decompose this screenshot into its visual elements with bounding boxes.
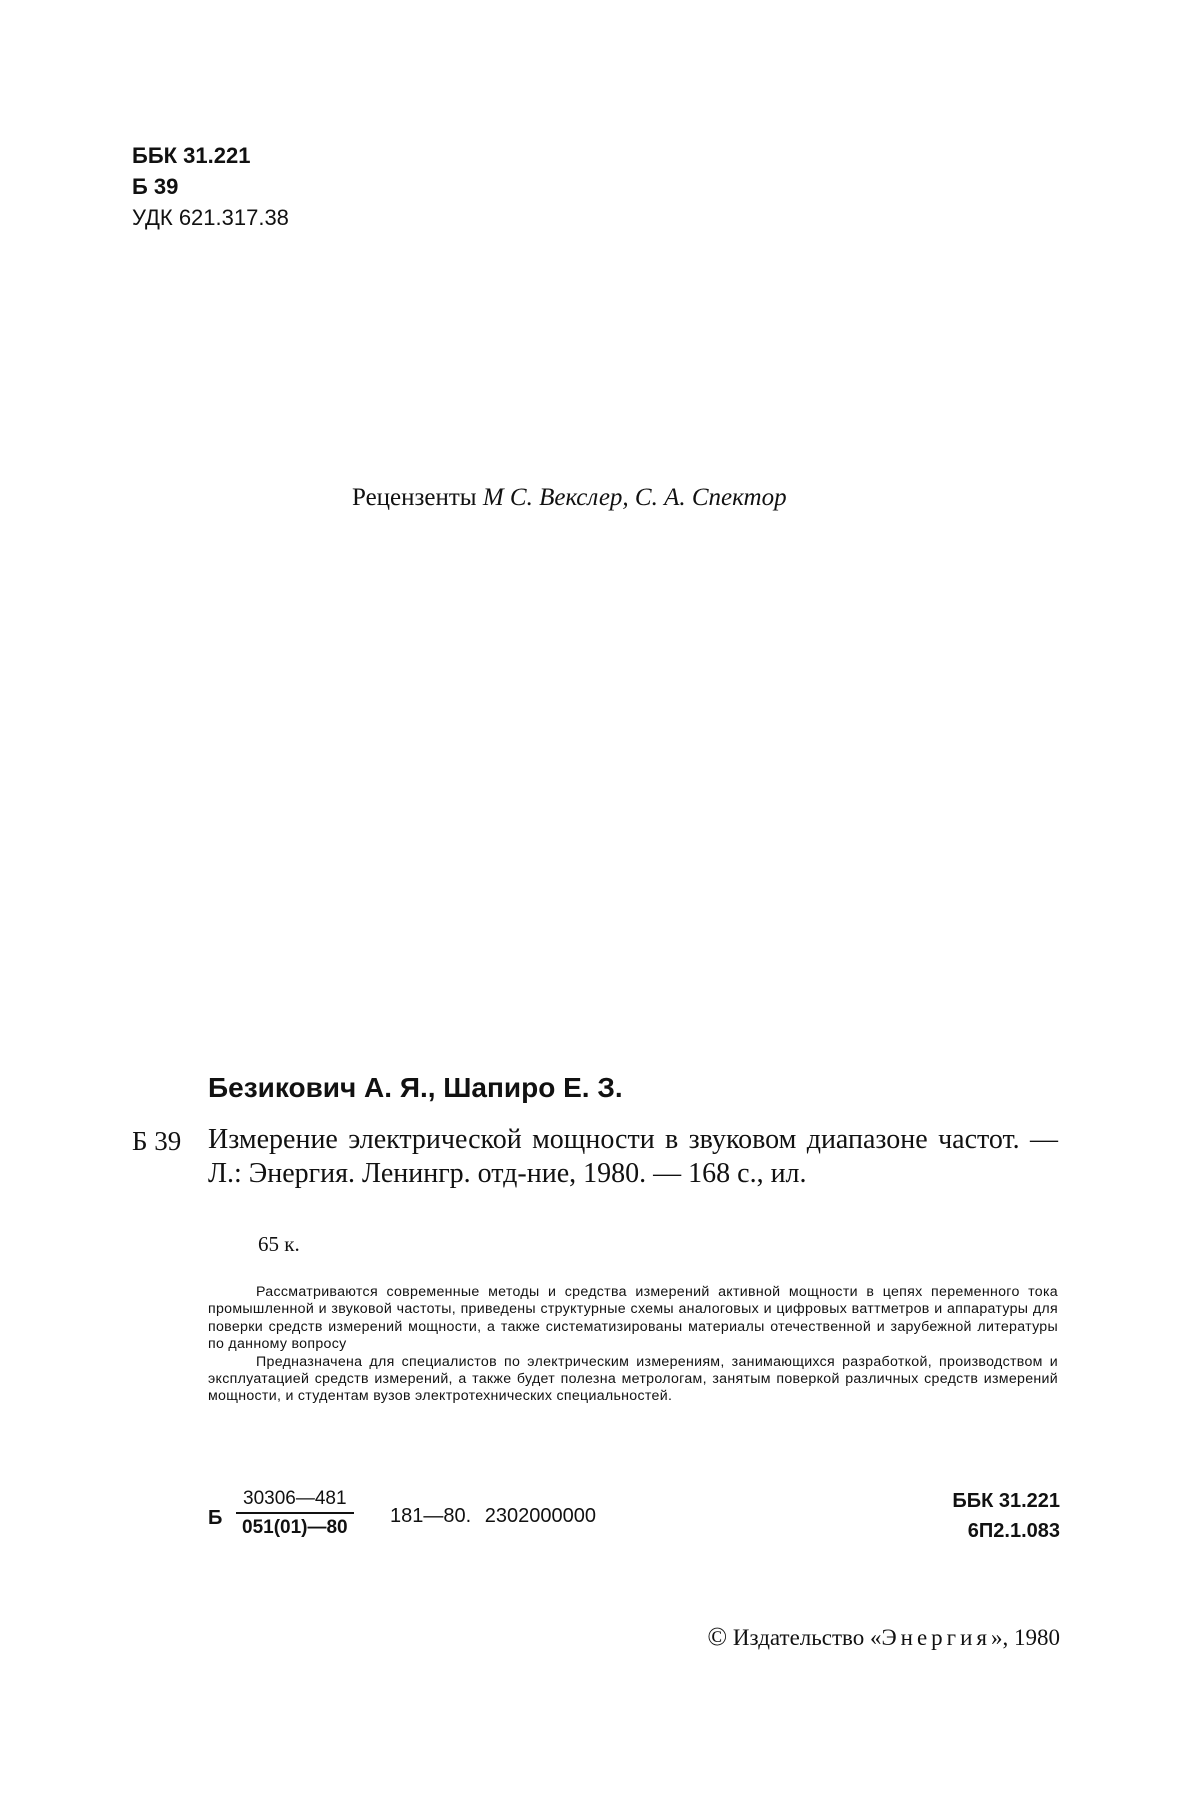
copyright-publisher: Энергия xyxy=(881,1625,991,1650)
catalog-bbk-block xyxy=(952,1486,1060,1546)
classification-block xyxy=(132,140,289,233)
catalog-denominator: 051(01)—80 xyxy=(236,1512,354,1539)
copyright-suffix: », 1980 xyxy=(991,1625,1060,1650)
annotation-paragraph-1: Рассматриваются современные методы и средства измерений активной мощности в цепях переменного тока промышленной и звуковой частоты, приведены структурные схемы аналоговых и цифровых ваттметров и аппаратуры для поверки средств измерений мощности, а также систематизированы материалы отечественной и зарубежной литературы по данному вопросу xyxy=(208,1284,1058,1353)
copyright-line xyxy=(707,1622,1060,1652)
catalog-letter: Б xyxy=(208,1507,223,1529)
reviewers-line xyxy=(352,484,787,512)
book-annotation xyxy=(208,1284,1058,1406)
record-mark: Б 39 xyxy=(132,1126,182,1156)
copyright-prefix: Издательство « xyxy=(732,1625,882,1650)
book-authors: Безикович А. Я., Шапиро Е. З. xyxy=(208,1072,623,1103)
book-title-description: Измерение электрической мощности в звуковом диапазоне частот. — Л.: Энергия. Ленингр. отд-ние, 1980. — 168 с., ил. xyxy=(208,1124,1058,1189)
reviewers-label: Рецензенты xyxy=(352,484,477,511)
copyright-icon: © xyxy=(707,1622,728,1651)
catalog-index-numbers: 181—80. 2302000000 xyxy=(390,1505,596,1527)
udk-code: УДК 621.317.38 xyxy=(132,205,289,230)
catalog-numerator: 30306—481 xyxy=(243,1488,347,1509)
catalog-bbk: ББК 31.221 xyxy=(952,1490,1060,1512)
book-price: 65 к. xyxy=(258,1232,300,1256)
annotation-paragraph-2: Предназначена для специалистов по электрическим измерениям, занимающихся разработкой, производством и эксплуатацией средств измерений, а также будет полезна метрологам, занятым поверкой различных средств измерений мощности, и студентам вузов электротехнических специальностей. xyxy=(208,1353,1058,1405)
catalog-fraction xyxy=(236,1488,354,1539)
catalog-code: 6П2.1.083 xyxy=(967,1520,1060,1542)
bbk-code: ББК 31.221 xyxy=(132,143,251,168)
reviewers-names: М С. Векслер, С. А. Спектор xyxy=(482,484,787,511)
author-mark: Б 39 xyxy=(132,174,179,199)
